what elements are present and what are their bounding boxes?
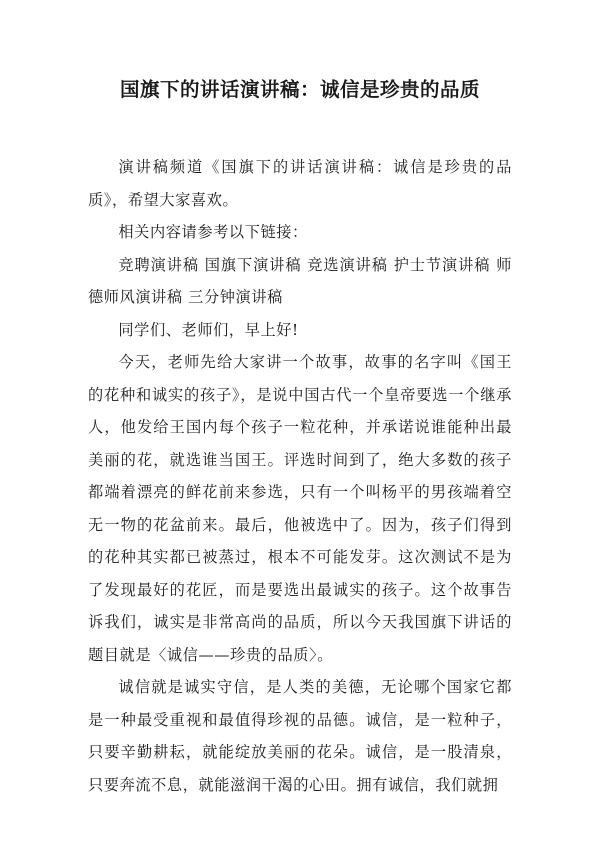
intro-paragraph: 演讲稿频道《国旗下的讲话演讲稿：诚信是珍贵的品质》，希望大家喜欢。: [88, 158, 512, 209]
integrity-paragraph: 诚信就是诚实守信，是人类的美德，无论哪个国家它都是一种最受重视和最值得珍视的品德。诚信，是一粒种子，只要辛勤耕耘，就能绽放美丽的花朵。诚信，是一股清泉，只要奔流不息，就能滋润干渴的心田。拥有诚信，我们就拥: [88, 678, 512, 794]
page-title: 国旗下的讲话演讲稿：诚信是珍贵的品质: [119, 78, 480, 101]
story-paragraph: 今天，老师先给大家讲一个故事，故事的名字叫《国王的花种和诚实的孩子》，是说中国古代一个皇帝要选一个继承人，他发给王国内每个孩子一粒花种，并承诺说谁能种出最美丽的花，就选谁当国王。评选时间到了，绝大多数的孩子都端着漂亮的鲜花前来参选，只有一个叫杨平的男孩端着空无一物的花盆前来。最后，他被选中了。因为，孩子们得到的花种其实都已被蒸过，根本不可能发芽。这次测试不是为了发现最好的花匠，而是要选出最诚实的孩子。这个故事告诉我们，诚实是非常高尚的品质，所以今天我国旗下讲话的题目就是〈诚信——珍贵的品质〉。: [88, 353, 512, 664]
related-link-election-speech[interactable]: 竞选演讲稿: [307, 255, 388, 274]
related-links: [88, 249, 512, 314]
related-link-teacher-ethics-speech[interactable]: 师德师风演讲稿: [88, 255, 512, 306]
related-label: 相关内容请参考以下链接：: [118, 223, 308, 241]
greeting-paragraph: 同学们、老师们，早上好!: [118, 320, 299, 339]
related-link-nurses-day-speech[interactable]: 护士节演讲稿: [393, 255, 491, 274]
related-link-flag-speech[interactable]: 国旗下演讲稿: [204, 255, 302, 274]
related-link-three-minute-speech[interactable]: 三分钟演讲稿: [188, 288, 283, 306]
document-body: [88, 151, 512, 801]
related-link-speech-competition[interactable]: 竞聘演讲稿: [118, 255, 200, 274]
